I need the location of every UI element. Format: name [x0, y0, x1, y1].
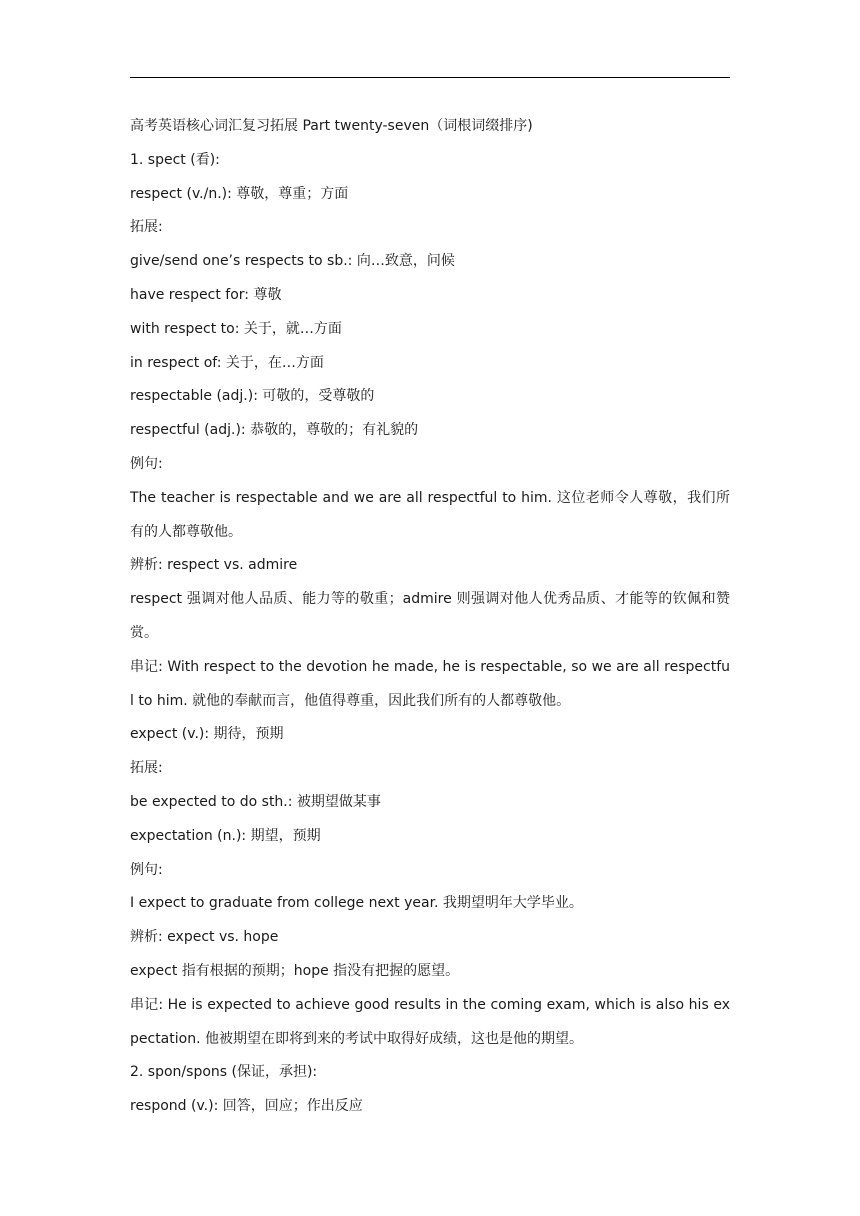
- phrase-have-respect-for: have respect for: 尊敬: [130, 286, 282, 303]
- label-distinction-respect-admire: 辨析: respect vs. admire: [130, 557, 298, 574]
- section-heading-spect: 1. spect (看):: [130, 151, 220, 168]
- distinction-respect-admire: respect 强调对他人品质、能力等的敬重；admire 则强调对他人优秀品质、才能等的钦佩和赞赏。: [130, 591, 730, 641]
- example-respect: The teacher is respectable and we are all respectful to him. 这位老师令人尊敬，我们所有的人都尊敬他。: [130, 489, 730, 540]
- header-rule: [130, 77, 730, 78]
- entry-respect: respect (v./n.): 尊敬，尊重；方面: [130, 185, 349, 202]
- phrase-in-respect-of: in respect of: 关于，在…方面: [130, 354, 324, 371]
- distinction-expect-hope: expect 指有根据的预期；hope 指没有把握的愿望。: [130, 962, 460, 979]
- document-body: [130, 110, 730, 1124]
- mnemonic-expect: 串记: He is expected to achieve good results in the coming exam, which is also his expectation. 他被期望在即将到来的考试中取得好成绩，这也是他的期望。: [130, 996, 730, 1047]
- example-expect: I expect to graduate from college next year. 我期望明年大学毕业。: [130, 895, 583, 912]
- label-extension-2: 拓展:: [130, 760, 163, 777]
- entry-respond: respond (v.): 回答，回应；作出反应: [130, 1098, 363, 1115]
- phrase-be-expected-to: be expected to do sth.: 被期望做某事: [130, 793, 381, 810]
- phrase-with-respect-to: with respect to: 关于，就…方面: [130, 320, 342, 337]
- entry-respectable: respectable (adj.): 可敬的，受尊敬的: [130, 388, 375, 405]
- entry-expect: expect (v.): 期待，预期: [130, 726, 284, 743]
- entry-respectful: respectful (adj.): 恭敬的，尊敬的；有礼貌的: [130, 422, 419, 439]
- label-extension: 拓展:: [130, 219, 163, 236]
- entry-expectation: expectation (n.): 期望，预期: [130, 827, 321, 844]
- document-title: 高考英语核心词汇复习拓展 Part twenty-seven（词根词缀排序): [130, 118, 533, 134]
- phrase-give-respects: give/send one’s respects to sb.: 向…致意，问候: [130, 253, 455, 270]
- mnemonic-respect: 串记: With respect to the devotion he made, he is respectable, so we are all respectful to him. 就他的奉献而言，他值得尊重，因此我们所有的人都尊敬他。: [130, 658, 730, 709]
- label-example-2: 例句:: [130, 861, 163, 878]
- label-example: 例句:: [130, 455, 163, 472]
- label-distinction-expect-hope: 辨析: expect vs. hope: [130, 929, 279, 946]
- section-heading-spon: 2. spon/spons (保证，承担):: [130, 1064, 318, 1081]
